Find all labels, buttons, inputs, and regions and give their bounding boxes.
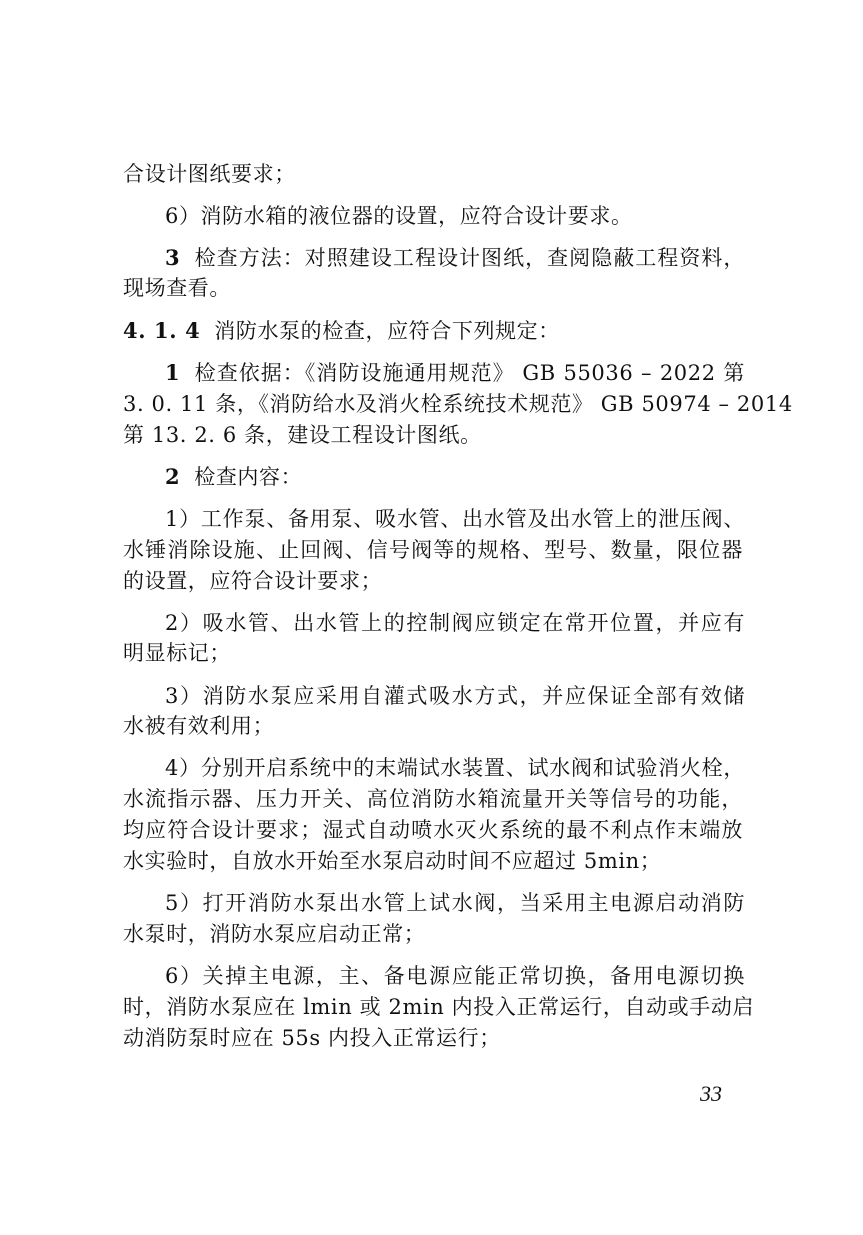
item-text: 检查依据：《消防设施通用规范》 GB 55036 – 2022 第 (194, 361, 745, 385)
text-line: 4）分别开启系统中的末端试水装置、试水阀和试验消火栓， (165, 756, 745, 780)
text-line: 6）关掉主电源，主、备电源应能正常切换，备用电源切换 (165, 964, 745, 988)
item-text: 检查方法：对照建设工程设计图纸，查阅隐蔽工程资料， (194, 246, 745, 270)
text-line: 时，消防水泵应在 lmin 或 2min 内投入正常运行，自动或手动启 (123, 995, 755, 1019)
item-number: 2 (165, 464, 181, 489)
text-line: 水锤消除设施、止回阀、信号阀等的规格、型号、数量，限位器 (123, 538, 743, 562)
text-line: 水流指示器、压力开关、高位消防水箱流量开关等信号的功能， (123, 787, 743, 811)
text-line (165, 243, 745, 273)
text-line: 6）消防水箱的液位器的设置，应符合设计要求。 (165, 204, 633, 228)
text-line: 3. 0. 11 条，《消防给水及消火栓系统技术规范》 GB 50974 – 2014 (123, 392, 793, 416)
text-line: 的设置，应符合设计要求； (123, 569, 383, 593)
text-line: 水实验时，自放水开始至水泵启动时间不应超过 5min； (123, 849, 662, 873)
item-number: 3 (165, 245, 181, 270)
text-line: 水泵时，消防水泵应启动正常； (123, 922, 426, 946)
text-line (165, 462, 745, 492)
text-line: 3）消防水泵应采用自灌式吸水方式，并应保证全部有效储 (165, 684, 745, 708)
text-line: 明显标记； (123, 641, 231, 665)
item-number: 1 (165, 360, 181, 385)
text-line: 5）打开消防水泵出水管上试水阀，当采用主电源启动消防 (165, 891, 745, 915)
text-line: 第 13. 2. 6 条，建设工程设计图纸。 (123, 423, 482, 447)
text-line: 水被有效利用； (123, 714, 275, 738)
text-line: 现场查看。 (123, 276, 231, 300)
text-line: 1）工作泵、备用泵、吸水管、出水管及出水管上的泄压阀、 (165, 507, 745, 531)
text-line: 动消防泵时应在 55s 内投入正常运行； (123, 1026, 501, 1050)
section-heading (123, 316, 743, 346)
item-text: 检查内容： (194, 465, 303, 489)
text-line (165, 358, 745, 388)
section-title: 消防水泵的检查，应符合下列规定： (214, 319, 560, 343)
text-line: 2）吸水管、出水管上的控制阀应锁定在常开位置，并应有 (165, 611, 745, 635)
section-number: 4. 1. 4 (123, 318, 201, 343)
text-line: 均应符合设计要求；湿式自动喷水灭火系统的最不利点作末端放 (123, 818, 743, 842)
text-line: 合设计图纸要求； (123, 162, 296, 186)
page-number: 33 (700, 1081, 722, 1106)
